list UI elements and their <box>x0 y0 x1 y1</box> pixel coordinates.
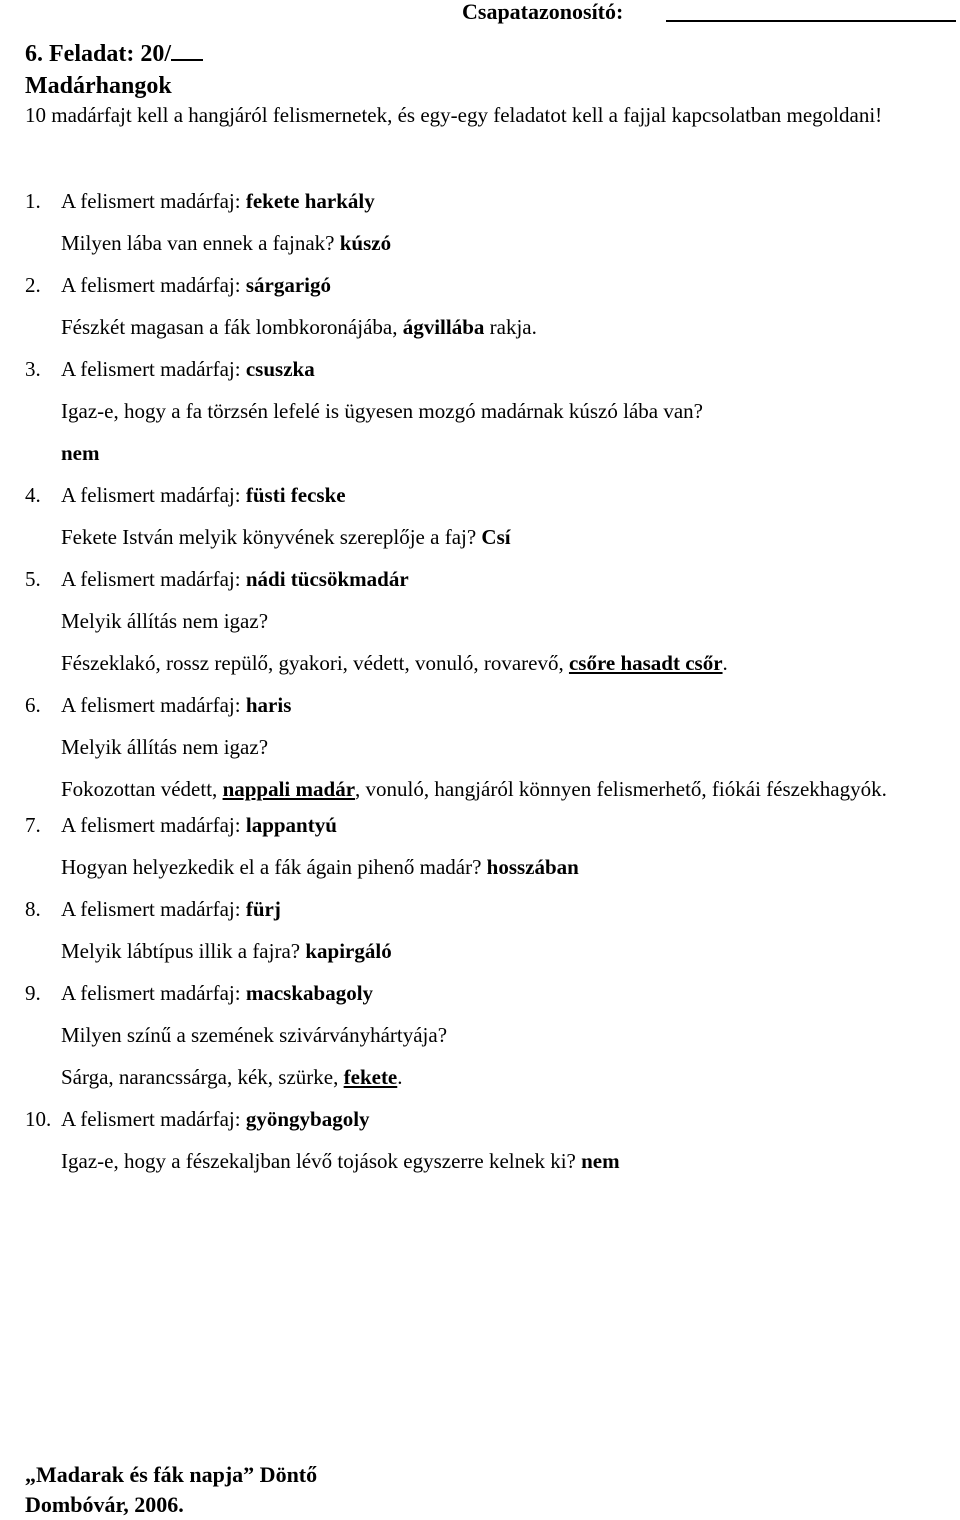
team-id-blank[interactable] <box>666 20 956 22</box>
question-line <box>25 522 945 552</box>
task-intro: 10 madárfajt kell a hangjáról felismernetek, és egy-egy feladatot kell a fajjal kapcsolatban megoldani! <box>25 103 883 127</box>
question-item <box>25 1104 945 1176</box>
task-subtitle: Madárhangok <box>25 73 172 99</box>
question-item <box>25 690 945 810</box>
question-line <box>25 396 945 426</box>
question-answer: kúszó <box>339 231 392 255</box>
score-blank[interactable] <box>171 41 203 61</box>
question-item <box>25 564 945 678</box>
question-text: Melyik állítás nem igaz? <box>61 735 269 759</box>
species-answer: fürj <box>245 897 281 921</box>
question-answer: fekete <box>343 1065 398 1089</box>
question-text: Igaz-e, hogy a fa törzsén lefelé is ügyesen mozgó madárnak kúszó lába van? <box>61 399 703 423</box>
question-item <box>25 894 945 966</box>
question-line <box>25 936 945 966</box>
question-text: Melyik állítás nem igaz? <box>61 609 269 633</box>
question-number: 1. <box>25 189 41 213</box>
question-text: Fészkét magasan a fák lombkoronájába, <box>61 315 398 339</box>
species-answer: füsti fecske <box>245 483 346 507</box>
footer-event: „Madarak és fák napja” Döntő <box>25 1462 318 1487</box>
question-text: Milyen színű a szemének szivárványhártyája? <box>61 1023 448 1047</box>
species-answer: nádi tücsökmadár <box>245 567 409 591</box>
species-line <box>25 894 945 924</box>
options-text: Fészeklakó, rossz repülő, gyakori, védett, vonuló, rovarevő, <box>61 651 564 675</box>
species-line <box>25 978 945 1008</box>
options-text-end: . <box>722 651 728 675</box>
question-item <box>25 810 945 882</box>
question-text: Hogyan helyezkedik el a fák ágain pihenő madár? <box>61 855 482 879</box>
task-number: 6. Feladat: 20/ <box>25 41 171 67</box>
question-number: 5. <box>25 567 41 591</box>
question-number: 2. <box>25 273 41 297</box>
options-text: Fokozottan védett, <box>61 777 218 801</box>
question-text-end: rakja. <box>489 315 537 339</box>
question-number: 8. <box>25 897 41 921</box>
species-line <box>25 1104 945 1134</box>
species-label: A felismert madárfaj: <box>61 189 241 213</box>
species-line <box>25 354 945 384</box>
question-number: 7. <box>25 813 41 837</box>
question-item <box>25 354 945 468</box>
species-answer: lappantyú <box>245 813 337 837</box>
question-number: 9. <box>25 981 41 1005</box>
species-answer: macskabagoly <box>245 981 374 1005</box>
question-item <box>25 480 945 552</box>
question-number: 3. <box>25 357 41 381</box>
question-item <box>25 978 945 1092</box>
species-label: A felismert madárfaj: <box>61 273 241 297</box>
species-answer: gyöngybagoly <box>245 1107 370 1131</box>
answer-line <box>25 438 945 468</box>
species-label: A felismert madárfaj: <box>61 813 241 837</box>
question-answer: hosszában <box>486 855 579 879</box>
question-line <box>25 852 945 882</box>
question-text: Melyik lábtípus illik a fajra? <box>61 939 301 963</box>
question-line <box>25 312 945 342</box>
species-label: A felismert madárfaj: <box>61 897 241 921</box>
species-label: A felismert madárfaj: <box>61 483 241 507</box>
species-label: A felismert madárfaj: <box>61 1107 241 1131</box>
question-answer: nem <box>61 441 100 465</box>
species-label: A felismert madárfaj: <box>61 693 241 717</box>
options-text: Sárga, narancssárga, kék, szürke, <box>61 1065 339 1089</box>
options-line <box>25 648 945 678</box>
question-item <box>25 270 945 342</box>
question-answer: csőre hasadt csőr <box>568 651 723 675</box>
question-number: 6. <box>25 693 41 717</box>
question-item <box>25 186 945 258</box>
species-answer: fekete harkály <box>245 189 375 213</box>
question-line <box>25 732 945 762</box>
options-line <box>25 1062 945 1092</box>
species-label: A felismert madárfaj: <box>61 567 241 591</box>
question-number: 10. <box>25 1107 52 1131</box>
species-line <box>25 564 945 594</box>
question-text: Fekete István melyik könyvének szereplője a faj? <box>61 525 477 549</box>
options-line <box>25 768 945 810</box>
question-text: Igaz-e, hogy a fészekaljban lévő tojások egyszerre kelnek ki? <box>61 1149 576 1173</box>
species-line <box>25 690 945 720</box>
footer <box>25 1460 317 1520</box>
question-number: 4. <box>25 483 41 507</box>
question-line <box>25 1020 945 1050</box>
options-text-end: , vonuló, hangjáról könnyen felismerhető, fiókái fészekhagyók. <box>355 777 887 801</box>
question-answer: kapirgáló <box>305 939 392 963</box>
question-list <box>25 186 945 1188</box>
team-id-label: Csapatazonosító: <box>462 0 624 24</box>
question-answer: ágvillába <box>402 315 485 339</box>
species-answer: haris <box>245 693 292 717</box>
question-answer: nem <box>581 1149 620 1173</box>
question-line <box>25 606 945 636</box>
species-line <box>25 186 945 216</box>
species-label: A felismert madárfaj: <box>61 357 241 381</box>
species-answer: csuszka <box>245 357 315 381</box>
question-answer: nappali madár <box>222 777 356 801</box>
species-line <box>25 270 945 300</box>
species-line <box>25 480 945 510</box>
species-answer: sárgarigó <box>245 273 332 297</box>
task-title <box>25 40 203 68</box>
species-label: A felismert madárfaj: <box>61 981 241 1005</box>
options-text-end: . <box>397 1065 403 1089</box>
species-line <box>25 810 945 840</box>
footer-place-year: Dombóvár, 2006. <box>25 1492 184 1517</box>
question-line <box>25 228 945 258</box>
question-line <box>25 1146 945 1176</box>
question-answer: Csí <box>481 525 511 549</box>
question-text: Milyen lába van ennek a fajnak? <box>61 231 335 255</box>
